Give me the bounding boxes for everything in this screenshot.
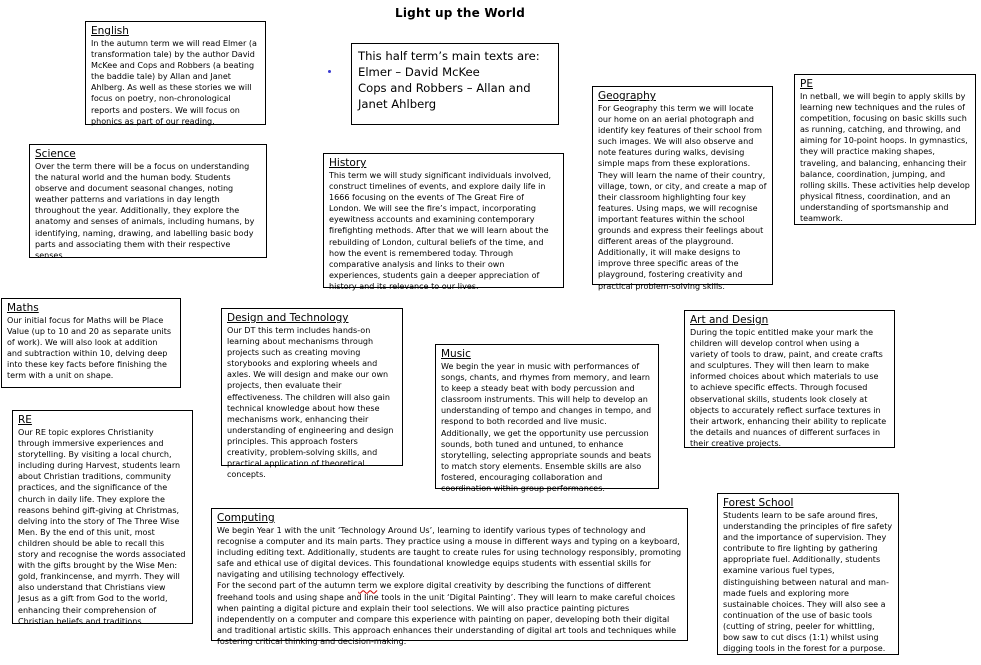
re-box bbox=[12, 410, 193, 624]
computing-term-word: term bbox=[358, 581, 378, 591]
computing-text-2 bbox=[217, 580, 682, 647]
music-text: We begin the year in music with performances of songs, chants, and rhymes from memory, and learn to keep a steady beat with body percussion and classroom instruments. This will help to develop an understanding of tempo and changes in tempo, and respond to both recorded and live music. Additionally, we get the opportunity use percussion sounds, both tuned and untuned, to enhance storytelling, selecting appropriate sounds and beats to match story elements. Ensemble skills are also fostered, encouraging collaboration and coordination within group performances. bbox=[441, 362, 652, 494]
re-heading: RE bbox=[18, 414, 32, 426]
computing-heading: Computing bbox=[217, 512, 275, 524]
main-texts-heading: This half term’s main texts are: bbox=[358, 49, 540, 63]
art-heading: Art and Design bbox=[690, 314, 769, 326]
art-text: During the topic entitled make your mark the children will develop control when using a variety of tools to draw, paint, and create crafts and sculptures. They will then learn to make informed choices about which materials to use to achieve specific effects. Through focused observational skills, students look closely at objects to accurately reflect surface textures in their artwork, enhancing their ability to replicate the details and nuances of different surfaces in their creative projects. bbox=[690, 328, 887, 448]
history-text: This term we will study significant individuals involved, construct timelines of events, and explore daily life in 1666 focusing on the events of The Great Fire of London. We will see the fire’s impact, incorporating eyewitness accounts and examining contemporary firefighting methods. After that we will learn about the rebuilding of London, cultural beliefs of the time, and how the event is remembered today. Through comparative analysis and links to their own experiences, students gain a deeper appreciation of history and its relevance to our lives. bbox=[329, 171, 552, 291]
dt-box bbox=[221, 308, 403, 480]
dt-text: Our DT this term includes hands-on learning about mechanisms through projects such as creating moving storybooks and exploring wheels and axles. We will design and make our own projects, then evaluate their effectiveness. The children will also gain technical knowledge about how these mechanisms work, enhancing their understanding of engineering and design principles. This approach fosters creativity, problem-solving skills, and practical application of theoretical concepts. bbox=[227, 326, 394, 480]
bullet-dot bbox=[328, 70, 331, 73]
pe-box bbox=[794, 74, 976, 225]
computing-text-2-rest: we explore digital creativity by describing the functions of different freehand tools and using shape and line tools in the unit ‘Digital Painting’. They will learn to make careful choices when painting a digital picture and explain their tool selections. We will also practice painting pictures independently on a computer and compare this experience with painting on paper, developing both their digital and traditional artistic skills. This approach enhances their understanding of digital art tools and techniques while fostering critical thinking and decision-making. bbox=[217, 581, 677, 646]
science-text: Over the term there will be a focus on understanding the natural world and the human body. Students observe and document seasonal changes, noting weather patterns and variations in day length throughout the year. Additionally, they explore the anatomy and senses of animals, including humans, by identifying, naming, drawing, and labelling basic body parts and associating them with their respective senses. bbox=[35, 162, 255, 260]
art-box bbox=[684, 310, 895, 448]
pe-text: In netball, we will begin to apply skills by learning new techniques and the rules of competition, focusing on basic skills such as running, catching, and throwing, and aiming for 10-point hoops. In gymnastics, they will practice making shapes, traveling, and balancing, enhancing their balance, coordination, jumping, and rolling skills. These activities help develop physical fitness, coordination, and an understanding of sportsmanship and teamwork. bbox=[800, 92, 970, 224]
maths-heading: Maths bbox=[7, 302, 39, 314]
computing-text-1: We begin Year 1 with the unit ‘Technology Around Us’, learning to identify various types of technology and recognise a computer and its main parts. They practice using a mouse in different ways and typing on a keyboard, including editing text. Additionally, students are taught to create rules for using technology responsibly, promoting safe and ethical use of digital devices. This foundational knowledge equips students with essential skills for navigating and utilising technology effectively. bbox=[217, 526, 682, 580]
english-text: In the autumn term we will read Elmer (a transformation tale) by the author David McKee and Cops and Robbers (a beating the baddie tale) by Allan and Janet Ahlberg. As well as these stories we will focus on poetry, non-chronological reports and posters. We will focus on phonics as part of our reading. bbox=[91, 39, 257, 126]
page-title: Light up the World bbox=[395, 6, 525, 20]
dt-heading: Design and Technology bbox=[227, 312, 349, 324]
maths-text: Our initial focus for Maths will be Place Value (up to 10 and 20 as separate units of work). We will also look at addition and subtraction within 10, delving deep into these key facts before finishing the term with a unit on shape. bbox=[7, 316, 172, 381]
english-heading: English bbox=[91, 25, 129, 37]
forest-text: Students learn to be safe around fires, understanding the principles of fire safety and the importance of supervision. They contribute to fire lighting by gathering appropriate fuel. Additionally, students examine various fuel types, distinguishing between natural and man-made fuels and exploring more sustainable choices. They will also see a continuation of the use of basic tools (cutting of string, peeler for whittling, bow saw to cut discs (1:1) whilst using digging tools in the forest for a purpose. bbox=[723, 511, 893, 654]
music-box bbox=[435, 344, 659, 494]
music-heading: Music bbox=[441, 348, 471, 360]
history-heading: History bbox=[329, 157, 367, 169]
main-texts-box bbox=[351, 43, 559, 125]
geography-text: For Geography this term we will locate our home on an aerial photograph and identify key features of their school from such images. We will also observe and note features during walks, devising simple maps from these explorations. They will learn the name of their country, village, town, or city, and create a map of their classroom highlighting four key features. Using maps, we will recognise important features within the school grounds and express their feelings about different areas of the playground. Additionally, it will make designs to improve three specific areas of the playground, fostering creativity and practical problem-solving skills. bbox=[598, 104, 767, 291]
english-box bbox=[85, 21, 266, 125]
main-text-2: Cops and Robbers – Allan and Janet Ahlberg bbox=[358, 81, 531, 111]
computing-text-2-start: For the second part of the autumn bbox=[217, 581, 359, 591]
geography-heading: Geography bbox=[598, 90, 656, 102]
forest-heading: Forest School bbox=[723, 497, 794, 509]
main-text-1: Elmer – David McKee bbox=[358, 65, 480, 79]
maths-box bbox=[1, 298, 181, 388]
science-box bbox=[29, 144, 267, 258]
science-heading: Science bbox=[35, 148, 76, 160]
history-box bbox=[323, 153, 564, 291]
geography-box bbox=[592, 86, 773, 291]
re-text: Our RE topic explores Christianity through immersive experiences and storytelling. By visiting a local church, including during Harvest, students learn about Christian traditions, community practices, and the significance of the church in daily life. They explore the reasons behind gift-giving at Christmas, delving into the story of The Three Wise Men. By the end of this unit, most children should be able to recall this story and recognise the words associated with the gifts brought by the Wise Men: gold, frankincense, and myrrh. They will also understand that Christians view Jesus as a gift from God to the world, enhancing their comprehension of Christian beliefs and traditions. bbox=[18, 428, 186, 626]
forest-box bbox=[717, 493, 899, 655]
pe-heading: PE bbox=[800, 78, 813, 90]
computing-box bbox=[211, 508, 688, 646]
